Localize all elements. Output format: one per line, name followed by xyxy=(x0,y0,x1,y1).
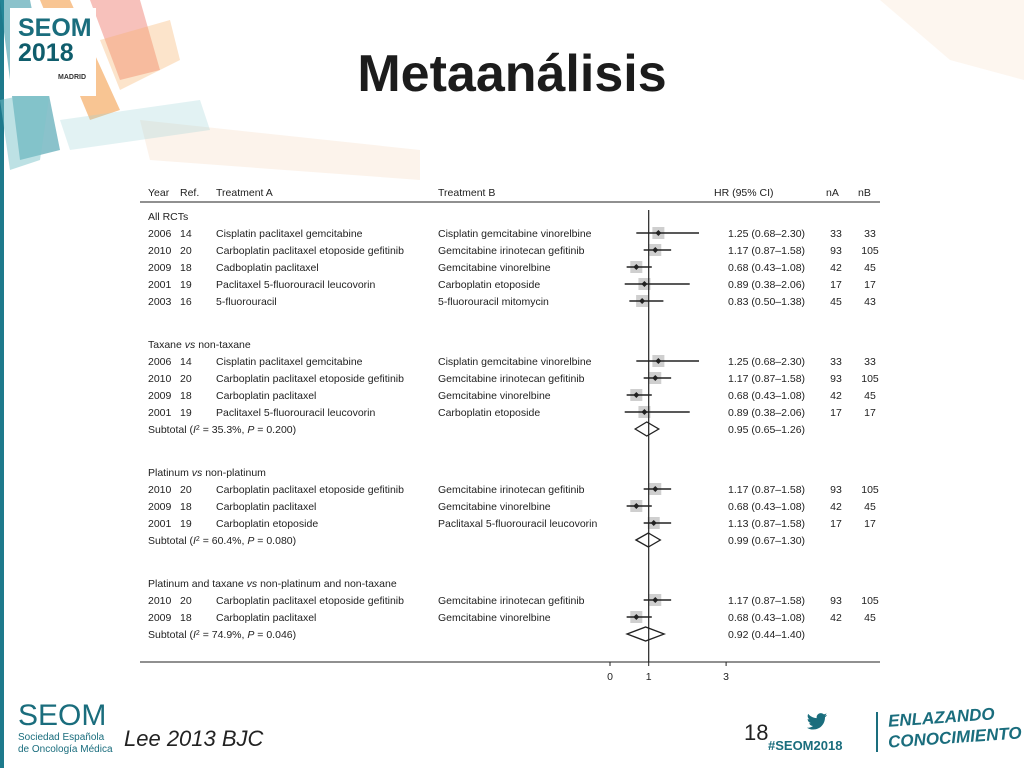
row-year: 2009 xyxy=(148,262,172,274)
row-na: 42 xyxy=(830,262,842,274)
row-ref: 18 xyxy=(180,390,192,402)
row-treatment-a: Paclitaxel 5-fluorouracil leucovorin xyxy=(216,279,376,291)
twitter-bird-icon xyxy=(806,710,828,732)
row-hr-ci: 1.25 (0.68–2.30) xyxy=(728,356,806,368)
row-ref: 20 xyxy=(180,245,192,257)
row-ref: 18 xyxy=(180,262,192,274)
row-year: 2009 xyxy=(148,612,172,624)
row-na: 33 xyxy=(830,228,842,240)
subtotal-label-part: = 35.3%, xyxy=(199,424,248,436)
group-title-part: non-platinum and non-taxane xyxy=(257,578,397,590)
row-year: 2009 xyxy=(148,501,172,513)
row-hr-ci: 0.83 (0.50–1.38) xyxy=(728,296,806,308)
row-nb: 45 xyxy=(864,612,876,624)
group-title-part: Taxane xyxy=(148,339,185,351)
row-na: 17 xyxy=(830,518,842,530)
row-na: 93 xyxy=(830,595,842,607)
row-hr-ci: 1.17 (0.87–1.58) xyxy=(728,595,806,607)
group-title xyxy=(148,578,397,590)
row-hr-ci: 0.68 (0.43–1.08) xyxy=(728,501,806,513)
subtotal-diamond xyxy=(627,627,664,641)
row-treatment-b: 5-fluorouracil mitomycin xyxy=(438,296,549,308)
group-title-part: Platinum and taxane xyxy=(148,578,247,590)
row-nb: 45 xyxy=(864,262,876,274)
row-na: 93 xyxy=(830,245,842,257)
logo-seom-text: SEOM xyxy=(18,14,92,42)
row-hr-ci: 0.89 (0.38–2.06) xyxy=(728,279,806,291)
row-year: 2010 xyxy=(148,245,172,257)
row-treatment-b: Cisplatin gemcitabine vinorelbine xyxy=(438,356,592,368)
group-title-part: vs xyxy=(246,578,258,590)
header-treatment-b: Treatment B xyxy=(438,187,496,199)
group-title xyxy=(148,339,251,351)
header-treatment-a: Treatment A xyxy=(216,187,273,199)
subtotal-label-part: P xyxy=(247,424,255,436)
subtotal-label-part: Subtotal ( xyxy=(148,629,193,641)
page-number: 18 xyxy=(744,720,769,745)
row-hr-ci: 0.68 (0.43–1.08) xyxy=(728,390,806,402)
row-nb: 33 xyxy=(864,356,876,368)
row-ref: 20 xyxy=(180,373,192,385)
row-na: 17 xyxy=(830,279,842,291)
group-title: All RCTs xyxy=(148,211,189,223)
subtotal-label-part: 2 xyxy=(195,424,200,432)
row-treatment-a: Carboplatin paclitaxel xyxy=(216,501,317,513)
row-year: 2006 xyxy=(148,356,172,368)
header-ref-: Ref. xyxy=(180,187,200,199)
x-tick-label: 3 xyxy=(723,671,730,683)
row-treatment-b: Paclitaxal 5-fluorouracil leucovorin xyxy=(438,518,598,530)
group-title-part: Platinum xyxy=(148,467,192,479)
subtotal-label xyxy=(148,629,296,641)
row-hr-ci: 1.13 (0.87–1.58) xyxy=(728,518,806,530)
subtotal-label-part: Subtotal ( xyxy=(148,535,193,547)
subtotal-label-part: = 0.200) xyxy=(254,424,297,436)
row-nb: 105 xyxy=(861,373,879,385)
seom-footer-logo xyxy=(18,700,113,756)
row-treatment-b: Gemcitabine irinotecan gefitinib xyxy=(438,484,585,496)
row-treatment-a: Cisplatin paclitaxel gemcitabine xyxy=(216,356,363,368)
group-title xyxy=(148,467,266,479)
row-treatment-b: Carboplatin etoposide xyxy=(438,407,541,419)
logo-city-text: MADRID xyxy=(58,74,86,81)
header-hr-95-ci-: HR (95% CI) xyxy=(714,187,774,199)
subtotal-label-part: I xyxy=(192,629,196,641)
subtotal-label-part: P xyxy=(247,629,255,641)
row-ref: 16 xyxy=(180,296,192,308)
row-treatment-b: Gemcitabine vinorelbine xyxy=(438,612,551,624)
row-nb: 43 xyxy=(864,296,876,308)
subtotal-label-part: = 74.9%, xyxy=(199,629,248,641)
row-treatment-b: Carboplatin etoposide xyxy=(438,279,541,291)
row-year: 2001 xyxy=(148,407,172,419)
row-na: 33 xyxy=(830,356,842,368)
row-nb: 45 xyxy=(864,390,876,402)
subtotal-label-part: I xyxy=(192,424,196,436)
row-nb: 105 xyxy=(861,484,879,496)
row-na: 93 xyxy=(830,484,842,496)
row-nb: 17 xyxy=(864,407,876,419)
row-nb: 33 xyxy=(864,228,876,240)
row-ref: 14 xyxy=(180,356,192,368)
row-year: 2001 xyxy=(148,518,172,530)
row-hr-ci: 1.17 (0.87–1.58) xyxy=(728,373,806,385)
group-title-part: non-taxane xyxy=(195,339,251,351)
row-year: 2010 xyxy=(148,484,172,496)
row-treatment-b: Gemcitabine irinotecan gefitinib xyxy=(438,373,585,385)
group-title-part: vs xyxy=(191,467,203,479)
subtotal-label-part: P xyxy=(247,535,255,547)
subtotal-hr-ci: 0.99 (0.67–1.30) xyxy=(728,535,806,547)
row-hr-ci: 1.17 (0.87–1.58) xyxy=(728,484,806,496)
tagline-line1: ENLAZANDO xyxy=(887,704,996,731)
row-treatment-a: 5-fluorouracil xyxy=(216,296,277,308)
row-na: 17 xyxy=(830,407,842,419)
row-nb: 105 xyxy=(861,245,879,257)
row-na: 42 xyxy=(830,501,842,513)
group-title-part: non-platinum xyxy=(202,467,266,479)
row-hr-ci: 0.68 (0.43–1.08) xyxy=(728,612,806,624)
subtotal-label-part: 2 xyxy=(195,629,200,637)
row-na: 42 xyxy=(830,390,842,402)
row-treatment-a: Carboplatin paclitaxel xyxy=(216,612,317,624)
row-ref: 14 xyxy=(180,228,192,240)
row-treatment-a: Carboplatin paclitaxel etoposide gefitinib xyxy=(216,595,404,607)
row-na: 45 xyxy=(830,296,842,308)
row-nb: 105 xyxy=(861,595,879,607)
footer-org-name: SEOM xyxy=(18,699,107,732)
header-year: Year xyxy=(148,187,170,199)
footer-org-sub1: Sociedad Española xyxy=(18,732,105,743)
row-nb: 17 xyxy=(864,279,876,291)
row-ref: 19 xyxy=(180,518,192,530)
row-year: 2006 xyxy=(148,228,172,240)
subtotal-label-part: = 60.4%, xyxy=(199,535,248,547)
row-nb: 45 xyxy=(864,501,876,513)
row-ref: 19 xyxy=(180,407,192,419)
row-treatment-a: Carboplatin paclitaxel etoposide gefitinib xyxy=(216,373,404,385)
hashtag: #SEOM2018 xyxy=(768,738,843,753)
row-treatment-a: Carboplatin paclitaxel xyxy=(216,390,317,402)
row-ref: 18 xyxy=(180,501,192,513)
row-year: 2010 xyxy=(148,373,172,385)
footer-org-sub2: de Oncología Médica xyxy=(18,744,113,755)
row-hr-ci: 0.68 (0.43–1.08) xyxy=(728,262,806,274)
row-treatment-b: Cisplatin gemcitabine vinorelbine xyxy=(438,228,592,240)
row-ref: 18 xyxy=(180,612,192,624)
row-treatment-a: Cadboplatin paclitaxel xyxy=(216,262,319,274)
row-year: 2010 xyxy=(148,595,172,607)
subtotal-label-part: Subtotal ( xyxy=(148,424,193,436)
row-ref: 19 xyxy=(180,279,192,291)
subtotal-label-part: I xyxy=(192,535,196,547)
row-treatment-a: Cisplatin paclitaxel gemcitabine xyxy=(216,228,363,240)
logo-year-text: 2018 xyxy=(18,39,74,67)
row-nb: 17 xyxy=(864,518,876,530)
row-treatment-b: Gemcitabine irinotecan gefitinib xyxy=(438,595,585,607)
row-ref: 20 xyxy=(180,484,192,496)
row-ref: 20 xyxy=(180,595,192,607)
row-na: 93 xyxy=(830,373,842,385)
x-tick-label: 0 xyxy=(607,671,613,683)
footer-divider xyxy=(876,712,878,752)
row-treatment-a: Paclitaxel 5-fluorouracil leucovorin xyxy=(216,407,376,419)
x-tick-label: 1 xyxy=(645,671,652,683)
row-hr-ci: 1.25 (0.68–2.30) xyxy=(728,228,806,240)
header-na: nA xyxy=(826,187,839,199)
row-year: 2003 xyxy=(148,296,172,308)
row-hr-ci: 1.17 (0.87–1.58) xyxy=(728,245,806,257)
subtotal-label xyxy=(148,424,296,436)
row-treatment-a: Carboplatin etoposide xyxy=(216,518,319,530)
subtotal-hr-ci: 0.95 (0.65–1.26) xyxy=(728,424,806,436)
subtotal-label-part: = 0.080) xyxy=(254,535,297,547)
subtotal-diamond xyxy=(635,422,659,436)
subtotal-label-part: 2 xyxy=(195,535,200,543)
row-na: 42 xyxy=(830,612,842,624)
subtotal-hr-ci: 0.92 (0.44–1.40) xyxy=(728,629,806,641)
row-treatment-b: Gemcitabine irinotecan gefitinib xyxy=(438,245,585,257)
header-nb: nB xyxy=(858,187,871,199)
row-treatment-a: Carboplatin paclitaxel etoposide gefitinib xyxy=(216,484,404,496)
row-year: 2001 xyxy=(148,279,172,291)
row-year: 2009 xyxy=(148,390,172,402)
row-treatment-b: Gemcitabine vinorelbine xyxy=(438,501,551,513)
tagline-line2: CONOCIMIENTO xyxy=(887,723,1023,752)
row-hr-ci: 0.89 (0.38–2.06) xyxy=(728,407,806,419)
row-treatment-b: Gemcitabine vinorelbine xyxy=(438,262,551,274)
subtotal-label-part: = 0.046) xyxy=(254,629,297,641)
row-treatment-b: Gemcitabine vinorelbine xyxy=(438,390,551,402)
row-treatment-a: Carboplatin paclitaxel etoposide gefitinib xyxy=(216,245,404,257)
subtotal-label xyxy=(148,535,296,547)
citation: Lee 2013 BJC xyxy=(124,726,264,751)
page-title: Metaanálisis xyxy=(357,45,667,103)
group-title-part: vs xyxy=(184,339,196,351)
